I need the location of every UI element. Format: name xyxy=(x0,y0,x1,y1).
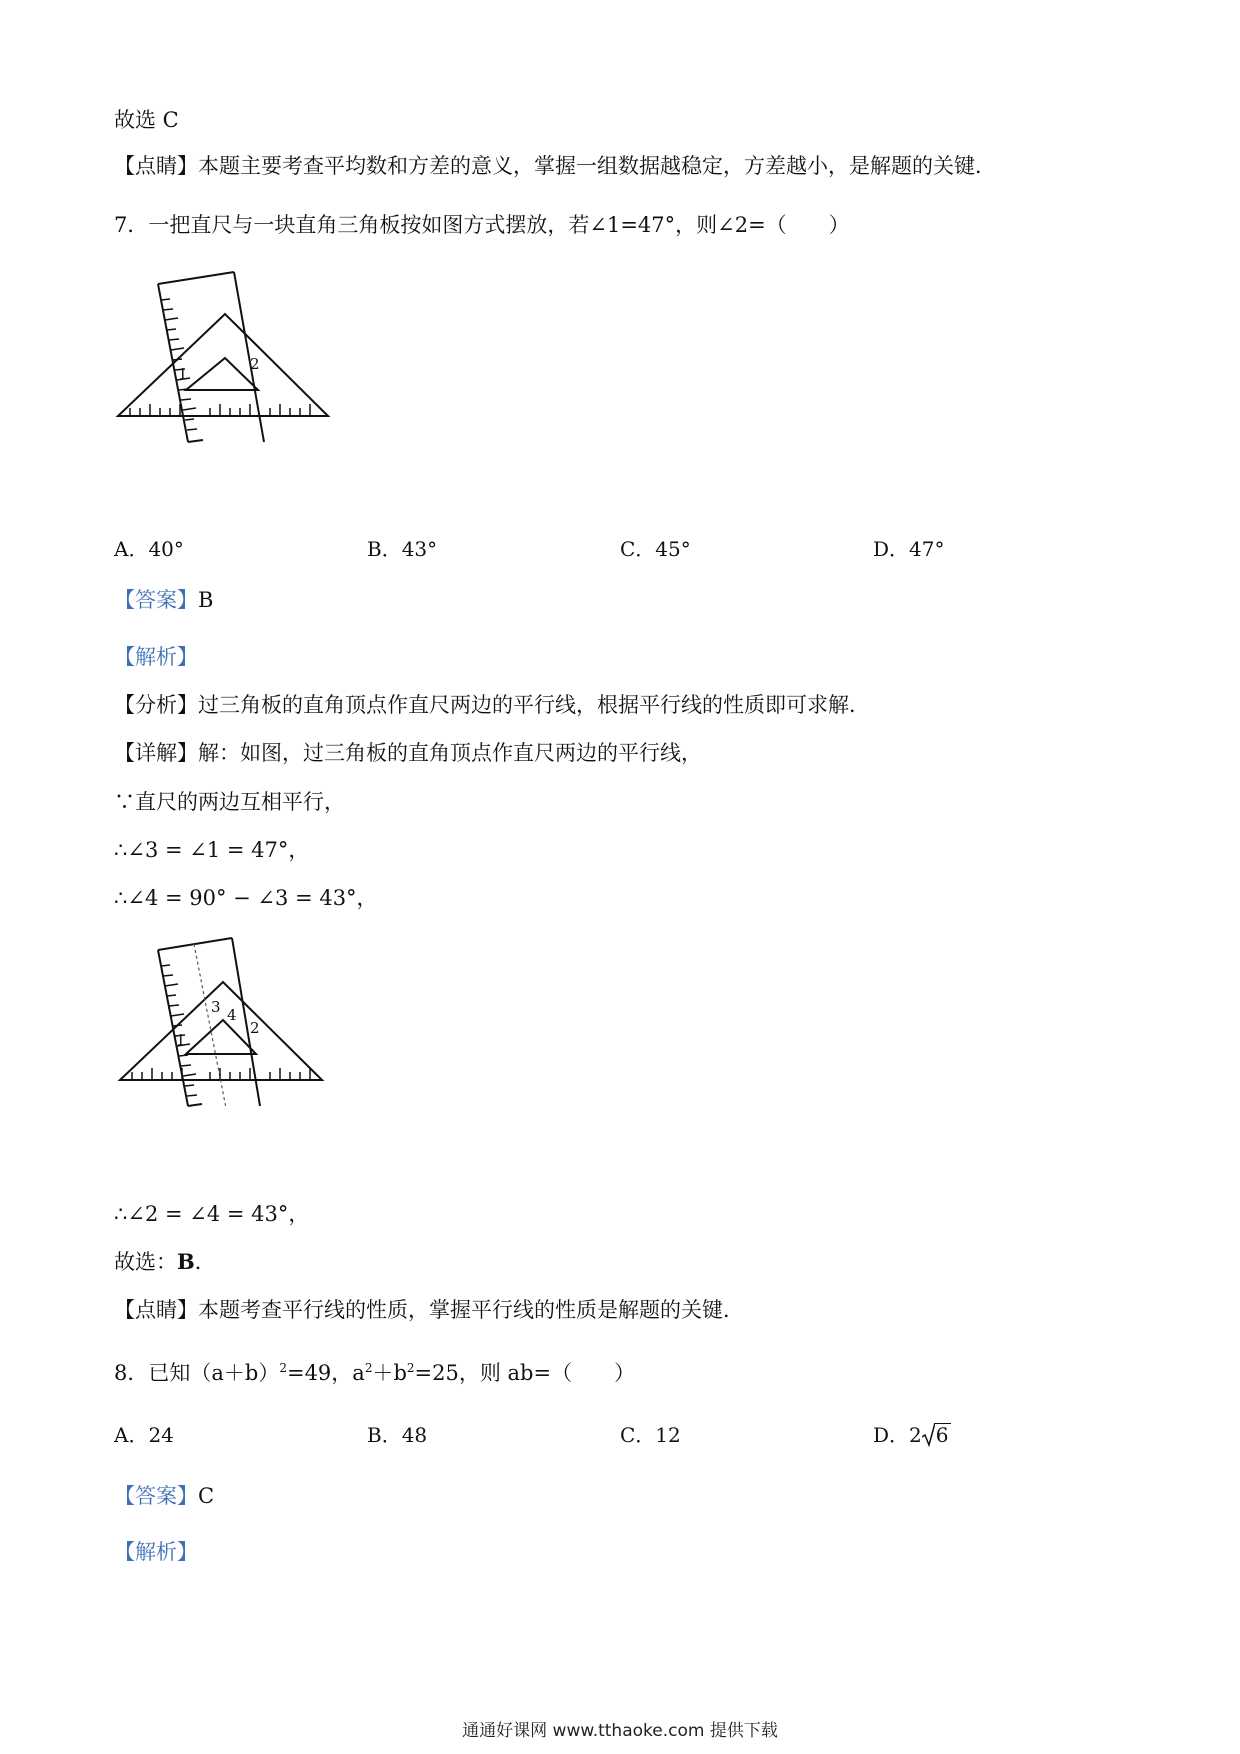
figure-ruler-triangle-2 xyxy=(110,930,340,1125)
q7-option-d: D．47° xyxy=(873,537,945,561)
q8-exp-a: 2 xyxy=(364,1361,373,1375)
q7-detail: 【详解】解：如图，过三角板的直角顶点作直尺两边的平行线， xyxy=(114,741,702,765)
figure-ruler-triangle-1 xyxy=(108,262,338,457)
q7-step-3: ∴∠4 = 90° − ∠3 = 43°， xyxy=(114,886,378,910)
q7-choice xyxy=(114,1248,216,1276)
q8-text-mid: =49，a xyxy=(286,1361,365,1385)
answer-tag: 【答案】 xyxy=(114,1484,198,1508)
angle-1-label: 1 xyxy=(178,365,188,383)
q8-text-plus: ＋b xyxy=(372,1361,407,1385)
answer-tag: 【答案】 xyxy=(114,588,198,612)
q7-analysis-tag: 【解析】 xyxy=(114,645,198,669)
q7-option-a: A．40° xyxy=(114,537,184,561)
choice-line: 故选 C xyxy=(114,108,179,132)
page-footer: 通通好课网 www.tthaoke.com 提供下载 xyxy=(462,1721,778,1741)
question-7: 7．一把直尺与一块直角三角板按如图方式摆放，若∠1=47°，则∠2=（ ） xyxy=(114,213,850,237)
q8-option-c: C．12 xyxy=(620,1423,681,1447)
angle-2-label: 2 xyxy=(250,1019,260,1037)
q7-step-4: ∴∠2 = ∠4 = 43°， xyxy=(114,1202,310,1226)
q8-exp: 2 xyxy=(279,1361,287,1375)
q8-exp-b: 2 xyxy=(406,1361,415,1375)
q7-answer xyxy=(114,586,213,614)
angle-1-label: 1 xyxy=(176,1031,186,1049)
q7-comment: 【点睛】本题考查平行线的性质，掌握平行线的性质是解题的关键． xyxy=(114,1298,744,1322)
answer-value: B xyxy=(198,588,214,612)
choice-prefix: 故选： xyxy=(114,1250,177,1274)
q7-step-1: ∵直尺的两边互相平行， xyxy=(114,790,345,814)
question-8 xyxy=(114,1354,635,1387)
q8-option-d xyxy=(873,1421,951,1449)
angle-4-label: 4 xyxy=(227,1006,237,1024)
sqrt-radicand: 6 xyxy=(935,1423,949,1447)
q7-step-2: ∴∠3 = ∠1 = 47°， xyxy=(114,838,310,862)
q8-text-suffix: =25，则 ab=（ ） xyxy=(414,1361,636,1385)
choice-suffix: ． xyxy=(194,1250,216,1274)
answer-value: C xyxy=(198,1484,215,1508)
angle-2-label: 2 xyxy=(250,355,260,373)
q7-analysis: 【分析】过三角板的直角顶点作直尺两边的平行线，根据平行线的性质即可求解． xyxy=(114,693,870,717)
comment-line: 【点睛】本题主要考查平均数和方差的意义，掌握一组数据越稳定，方差越小，是解题的关键． xyxy=(114,154,996,178)
q7-option-c: C．45° xyxy=(620,537,691,561)
q8-analysis-tag: 【解析】 xyxy=(114,1540,198,1564)
angle-3-label: 3 xyxy=(211,998,221,1016)
choice-value: B xyxy=(177,1249,195,1274)
q8-text-prefix: 8．已知（a＋b） xyxy=(114,1361,280,1385)
q7-option-b: B．43° xyxy=(367,537,438,561)
q8-option-b: B．48 xyxy=(367,1423,428,1447)
sqrt-symbol xyxy=(922,1421,951,1449)
q8-option-a: A．24 xyxy=(114,1423,174,1447)
q8-answer xyxy=(114,1482,214,1510)
q8-option-d-label: D．2 xyxy=(873,1423,922,1447)
